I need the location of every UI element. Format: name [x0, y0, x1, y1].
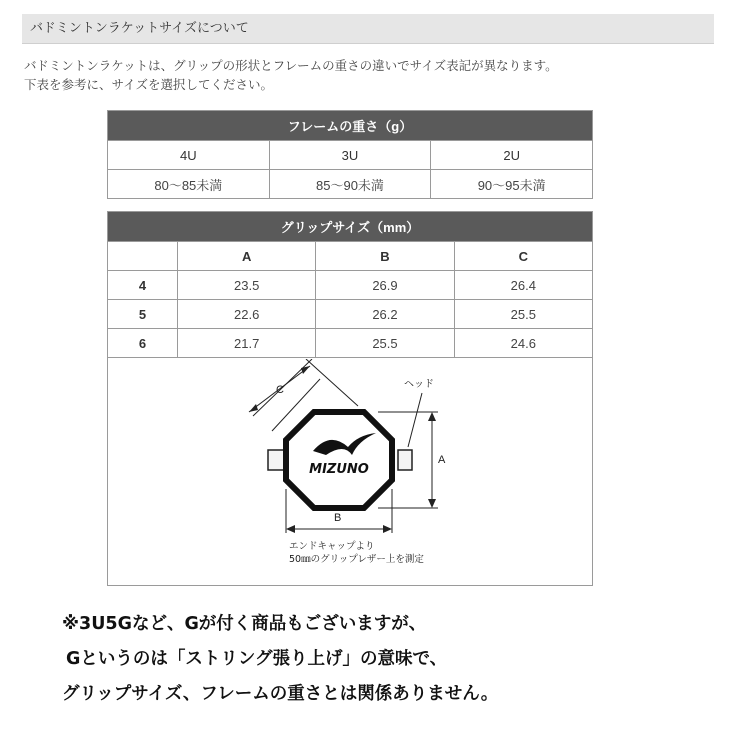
- note-line-3: グリップサイズ、フレームの重さとは関係ありません。: [62, 684, 499, 704]
- brand-logo-text: MIZUNO: [309, 461, 369, 477]
- b-arrow-left-icon: [286, 525, 295, 533]
- grip-column-a: A: [178, 242, 316, 271]
- frame-value-4u: 80～85未満: [108, 170, 270, 199]
- b-arrow-right-icon: [383, 525, 392, 533]
- grip-row-label: 4: [108, 271, 178, 300]
- table-row: [108, 300, 593, 329]
- grip-cell: 22.6: [178, 300, 316, 329]
- note-line-1: ※3U5Gなど、Gが付く商品もございますが、: [62, 614, 427, 634]
- grip-diagram-cell: [108, 358, 593, 586]
- grip-column-c: C: [454, 242, 592, 271]
- c-arrow-start-icon: [249, 404, 258, 412]
- head-pointer-line: [408, 393, 422, 447]
- frame-column-4u: 4U: [108, 141, 270, 170]
- grip-cross-section-diagram: [108, 359, 592, 585]
- a-arrow-bottom-icon: [428, 499, 436, 508]
- clipped-content-strip: [14, 591, 714, 599]
- grip-column-b: B: [316, 242, 454, 271]
- grip-cell: 21.7: [178, 329, 316, 358]
- grip-cell: 25.5: [316, 329, 454, 358]
- grip-table-title: グリップサイズ（mm）: [108, 212, 593, 242]
- label-head: ヘッド: [404, 378, 434, 390]
- frame-weight-table: [107, 110, 593, 199]
- frame-value-2u: 90～95未満: [431, 170, 593, 199]
- octagon-shape: [286, 412, 392, 508]
- section-title: バドミントンラケットサイズについて: [30, 21, 249, 36]
- description-line-1: バドミントンラケットは、グリップの形状とフレームの重さの違いでサイズ表記が異なります。: [24, 58, 558, 73]
- diagram-caption-line-2: 50㎜のグリップレザー上を測定: [289, 553, 424, 565]
- diagram-caption-line-1: エンドキャップより: [289, 540, 375, 552]
- frame-column-2u: 2U: [431, 141, 593, 170]
- section-header: [22, 14, 714, 44]
- table-row: [108, 271, 593, 300]
- note-line-2: Gというのは「ストリング張り上げ」の意味で、: [66, 649, 448, 669]
- grip-header-blank: [108, 242, 178, 271]
- grip-handle-right: [398, 450, 412, 470]
- grip-cell: 26.2: [316, 300, 454, 329]
- label-b: B: [334, 511, 342, 524]
- grip-cell: 23.5: [178, 271, 316, 300]
- label-a: A: [438, 453, 446, 466]
- grip-cell: 24.6: [454, 329, 592, 358]
- grip-row-label: 6: [108, 329, 178, 358]
- c-guide-line-2: [306, 359, 358, 406]
- c-arrow-end-icon: [301, 366, 310, 374]
- grip-size-table: [107, 211, 593, 586]
- table-row: [108, 329, 593, 358]
- frame-column-3u: 3U: [269, 141, 431, 170]
- label-c: C: [276, 383, 284, 396]
- description-line-2: 下表を参考に、サイズを選択してください。: [24, 77, 274, 92]
- grip-cell: 26.4: [454, 271, 592, 300]
- a-arrow-top-icon: [428, 412, 436, 421]
- grip-row-label: 5: [108, 300, 178, 329]
- grip-cell: 26.9: [316, 271, 454, 300]
- frame-table-title: フレームの重さ（g）: [108, 111, 593, 141]
- frame-value-3u: 85～90未満: [269, 170, 431, 199]
- grip-cell: 25.5: [454, 300, 592, 329]
